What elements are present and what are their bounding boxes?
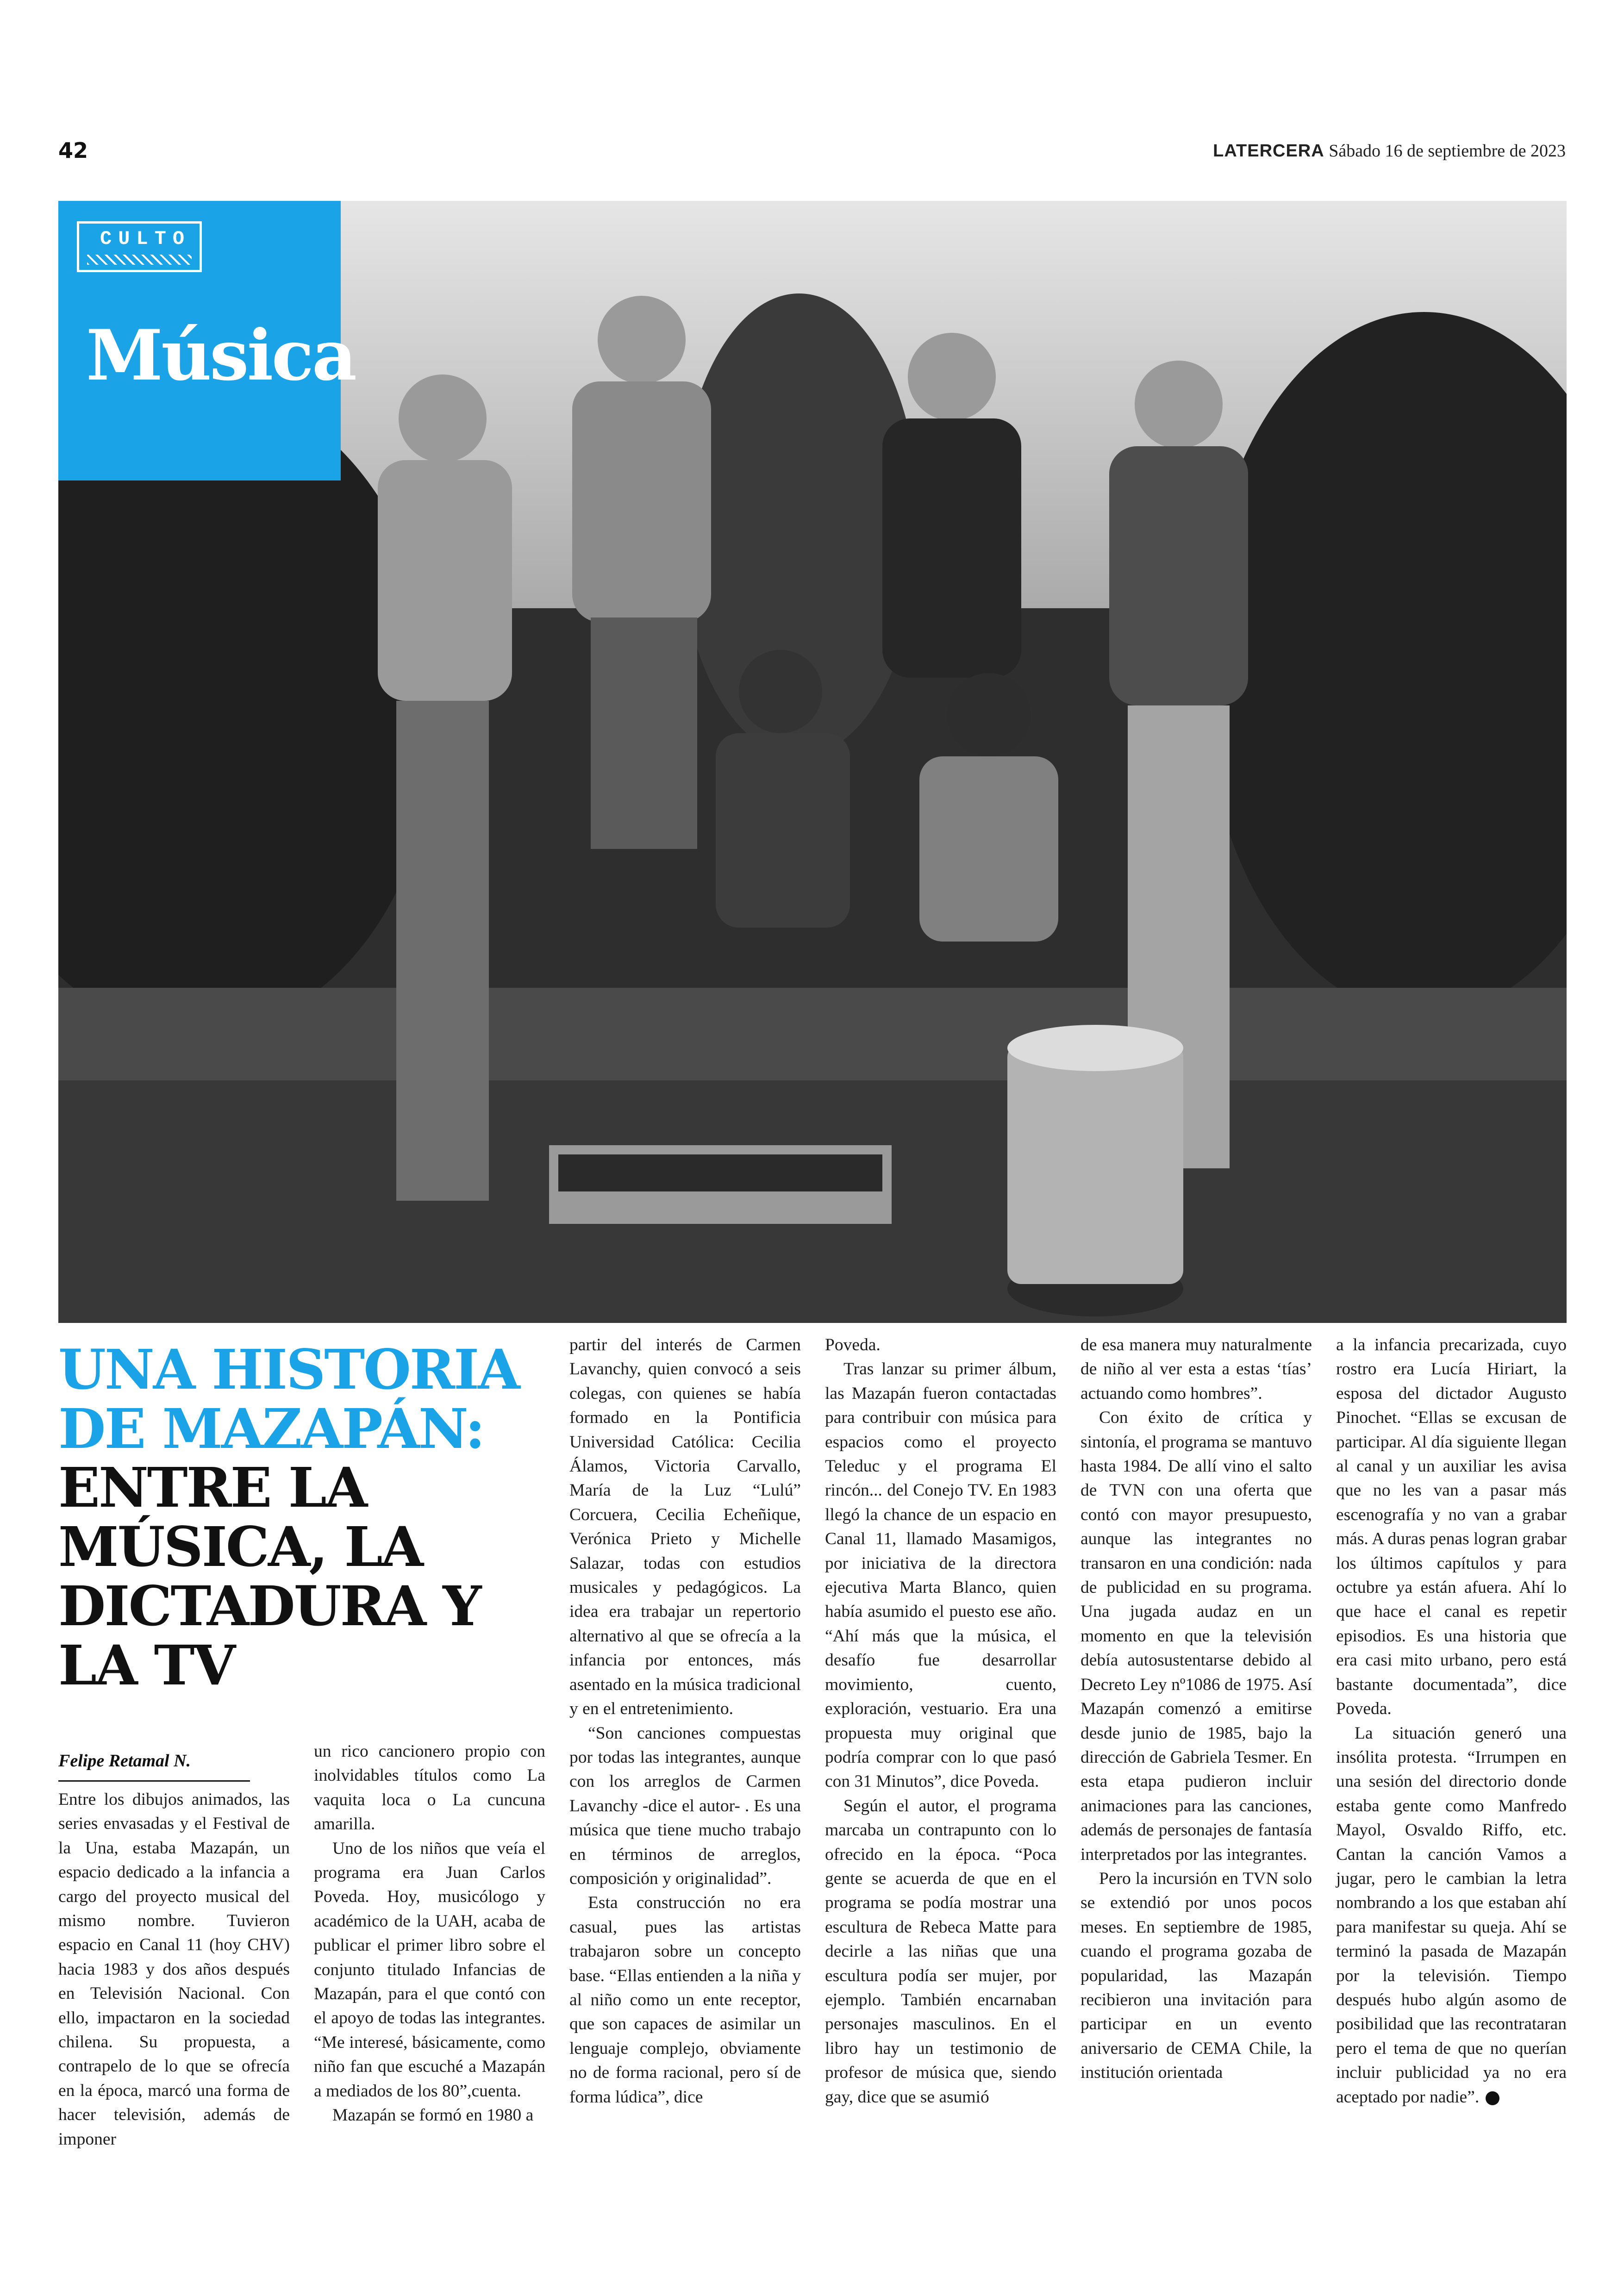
article-column-6 xyxy=(1336,1333,1567,2109)
article-column-2 xyxy=(314,1740,545,2128)
article-column-1 xyxy=(58,1788,290,2152)
paragraph: Uno de los niños que veía el programa era Juan Carlos Poveda. Hoy, musicólogo y académico de la UAH, acaba de publicar el primer libro sobre el conjunto titulado Infancias de Mazapán, para el que contó con el apoyo de todas las integrantes. “Me interesé, básicamente, como niño fan que escuché a Mazapán a mediados de los 80”,cuenta. xyxy=(314,1839,545,2101)
section-title: Música xyxy=(86,315,356,396)
brand-name: LATERCERA xyxy=(1213,141,1324,161)
paragraph: Entre los dibujos animados, las series envasadas y el Festival de la Una, estaba Mazapán, un espacio dedicado a la infancia a cargo del proyecto musical del mismo nombre. Tuvieron espacio en Canal 11 (hoy CHV) hacia 1983 y dos años después en Televisión Nacional. Con ello, impactaron en la sociedad chilena. Su propuesta, a contrapelo de lo que se ofrecía en la época, marcó una forma de hacer televisión, además de imponer xyxy=(58,1790,290,2149)
paragraph: Tras lanzar su primer álbum, las Mazapán fueron contactadas para contribuir con música para espacios como el proyecto Teleduc y el programa El rincón... del Conejo TV. En 1983 llegó la chance de un espacio en Canal 11, llamado Masamigos, por iniciativa de la directora ejecutiva Marta Blanco, quien había asumido el puesto ese año. “Ahí más que la música, el desafío fue desarrollar movimiento, cuento, exploración, vestuario. Era una propuesta muy original que podría comprar con lo que pasó con 31 Minutos”, dice Poveda. xyxy=(825,1360,1056,1791)
article-column-3 xyxy=(569,1333,801,2109)
issue-date: Sábado 16 de septiembre de 2023 xyxy=(1329,141,1566,161)
article-column-4 xyxy=(825,1333,1056,2109)
article-column-5 xyxy=(1081,1333,1312,2085)
paragraph: Poveda. xyxy=(825,1335,881,1354)
paragraph: Con éxito de crítica y sintonía, el programa se mantuvo hasta 1984. De allí vino el salto de TVN con una oferta que contó con mayor presupuesto, aunque las integrantes no transaron en una condición: nada de publicidad en su programa. Una jugada audaz en un momento en que la televisión debía autosustentarse debido al Decreto Ley nº1086 de 1975. Así Mazapán comenzó a emitirse desde junio de 1985, bajo la dirección de Gabriela Tesmer. En esta etapa pudieron incluir animaciones para las canciones, además de personajes de fantasía interpretados por las integrantes. xyxy=(1081,1408,1312,1864)
masthead xyxy=(1213,141,1566,161)
culto-logo xyxy=(77,221,202,272)
paragraph: Mazapán se formó en 1980 a xyxy=(332,2106,534,2125)
paragraph: de esa manera muy naturalmente de niño al ver esta a estas ‘tías’ actuando como hombres”. xyxy=(1081,1335,1312,1403)
culto-stripes xyxy=(87,255,192,265)
paragraph: un rico cancionero propio con inolvidables títulos como La vaquita loca o La cuncuna amarilla. xyxy=(314,1742,545,1834)
paragraph: Según el autor, el programa marcaba un contrapunto con lo ofrecido en la época. “Poca gente se acuerda de que en el programa se podía mostrar una escultura de Rebeca Matte para decirle a las niñas que una escultura podía ser mujer, por ejemplo. También encarnaban personajes masculinos. En el libro hay un testimonio de profesor de música que, siendo gay, dice que se asumió xyxy=(825,1796,1056,2107)
end-mark-icon xyxy=(1486,2091,1499,2105)
headline-kicker: UNA HISTORIA DE MAZAPÁN: xyxy=(58,1337,519,1461)
paragraph: Esta construcción no era casual, pues las artistas trabajaron sobre un concepto base. “Ellas entienden a la niña y al niño como un ente receptor, que son capaces de asimilar un lenguaje complejo, obviamente no de forma racional, pero sí de forma lúdica”, dice xyxy=(569,1893,801,2107)
paragraph: partir del interés de Carmen Lavanchy, quien convocó a seis colegas, con quienes se había formado en la Pontificia Universidad Católica: Cecilia Álamos, Victoria Carvallo, María de la Luz “Lulú” Corcuera, Cecilia Echeñique, Verónica Prieto y Michelle Salazar, todas con estudios musicales y pedagógicos. La idea era trabajar un repertorio alternativo al que se ofrecía a la infancia por entonces, más asentado en la música tradicional y en el entretenimiento. xyxy=(569,1335,801,1719)
paragraph: a la infancia precarizada, cuyo rostro era Lucía Hiriart, la esposa del dictador Augusto Pinochet. “Ellas se excusan de participar. Al día siguiente llegan al canal y un auxiliar les avisa que no les van a pasar más escenografía y no van a grabar más. A duras penas logran grabar los últimos capítulos y para octubre ya están afuera. Ahí lo que hace el canal es repetir episodios. Es una historia que era casi mito urbano, pero está bastante documentada”, dice Poveda. xyxy=(1336,1335,1567,1719)
paragraph: Pero la incursión en TVN solo se extendió por unos pocos meses. En septiembre de 1985, cuando el programa gozaba de popularidad, las Mazapán recibieron una invitación para participar en un evento aniversario de CEMA Chile, la institución orientada xyxy=(1081,1869,1312,2083)
paragraph-final xyxy=(1336,1721,1567,2110)
final-paragraph-text: La situación generó una insólita protesta. “Irrumpen en una sesión del directorio donde estaba gente como Manfredo Mayol, Osvaldo Riffo, etc. Cantan la canción Vamos a jugar, pero le cambian la letra nombrando a los que estaban ahí para manifestar su queja. Ahí se terminó la pasada de Mazapán por la televisión. Tiempo después hubo algún asomo de posibilidad que las recontrataran pero el tema de que no querían incluir publicidad ya no era aceptado por nadie”. xyxy=(1336,1723,1567,2107)
headline-main: ENTRE LA MÚSICA, LA DICTADURA Y LA TV xyxy=(58,1455,481,1697)
byline: Felipe Retamal N. xyxy=(58,1751,250,1782)
paragraph: “Son canciones compuestas por todas las integrantes, aunque con los arreglos de Carmen Lavanchy -dice el autor- . Es una música que tiene mucho trabajo en términos de arreglos, composición y originalidad”. xyxy=(569,1723,801,1888)
page-number: 42 xyxy=(58,138,88,163)
culto-label: CULTO xyxy=(100,228,191,250)
